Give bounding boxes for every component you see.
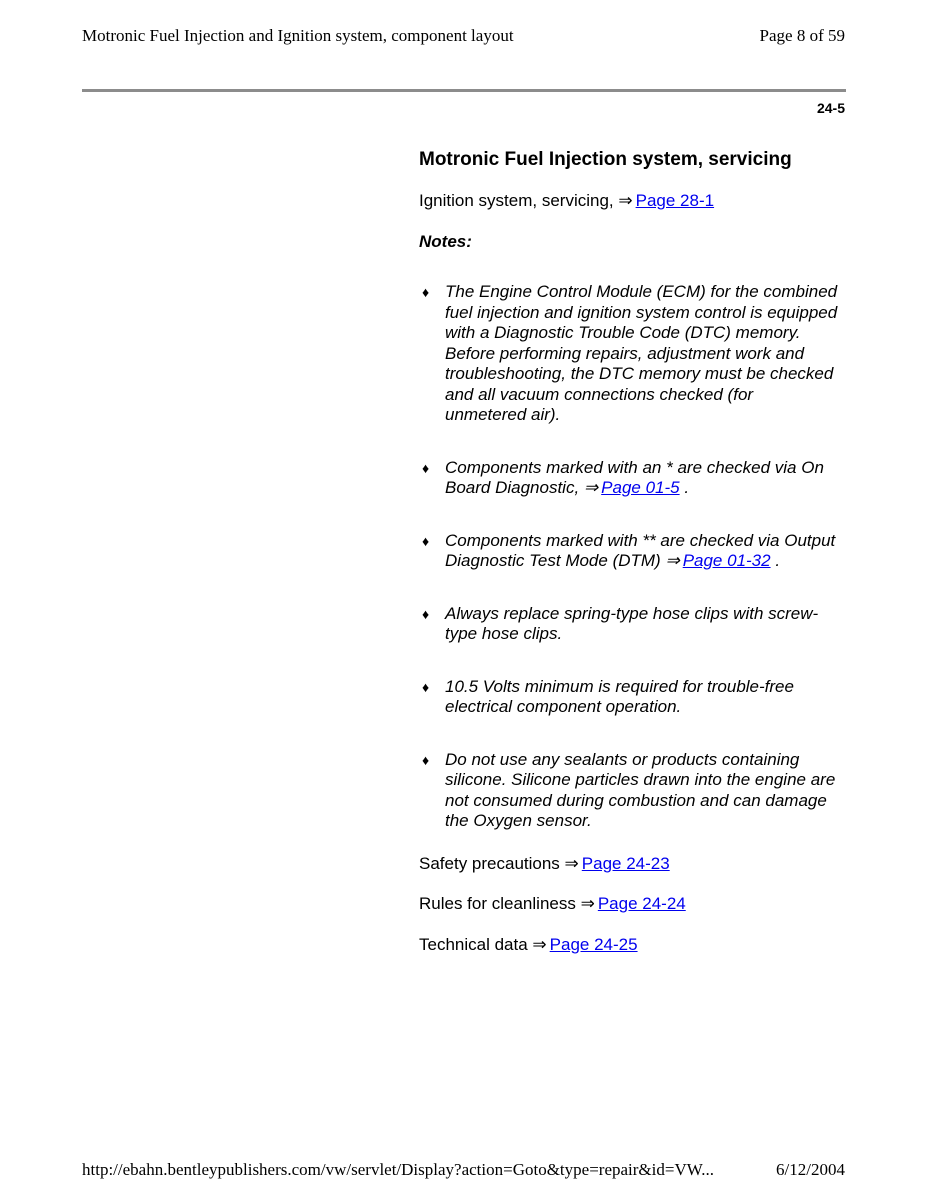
note-item [419, 531, 839, 572]
note-item [419, 677, 839, 718]
notes-list [419, 282, 839, 832]
note-item [419, 750, 839, 832]
arrow-icon: ⇒ [583, 478, 599, 497]
note-text: Do not use any sealants or products containing silicone. Silicone particles drawn into the engine are not consumed during combustion and can damage the Oxygen sensor. [445, 749, 836, 830]
header-divider [82, 89, 846, 92]
note-suffix: . [679, 478, 690, 497]
note-text: 10.5 Volts minimum is required for trouble-free electrical component operation. [445, 676, 794, 716]
diamond-bullet-icon: ♦ [422, 751, 430, 768]
arrow-icon: ⇒ [580, 894, 595, 913]
arrow-icon: ⇒ [665, 551, 680, 570]
diamond-bullet-icon: ♦ [422, 284, 430, 300]
diamond-bullet-icon: ♦ [422, 678, 430, 695]
diamond-bullet-icon: ♦ [422, 459, 430, 476]
note-text: Components marked with ** are checked via Output Diagnostic Test Mode (DTM) [445, 530, 836, 570]
arrow-icon: ⇒ [532, 934, 547, 954]
safety-reference [419, 854, 839, 875]
cleanliness-reference [419, 894, 839, 915]
main-content [419, 148, 839, 975]
technical-reference-text: Technical data [419, 934, 533, 954]
page-counter: Page 8 of 59 [759, 26, 845, 45]
note-item [419, 282, 839, 426]
section-title: Motronic Fuel Injection system, servicing [419, 149, 792, 170]
notes-heading: Notes: [419, 231, 472, 251]
technical-page-link[interactable]: Page 24-25 [549, 934, 638, 954]
diamond-bullet-icon: ♦ [422, 532, 430, 549]
ignition-page-link[interactable]: Page 28-1 [635, 191, 715, 210]
obd-page-link[interactable]: Page 01-5 [601, 478, 680, 497]
page-footer [82, 1160, 845, 1180]
cleanliness-reference-text: Rules for cleanliness [419, 894, 581, 913]
note-suffix: . [770, 551, 781, 570]
note-text: The Engine Control Module (ECM) for the combined fuel injection and ignition system control is equipped with a Diagnostic Trouble Code (DTC) memory. Before performing repairs, adjustment work and troubleshooting, the DTC memory must be checked and all vacuum connections checked (for unmetered air). [445, 282, 838, 424]
ignition-reference-text: Ignition system, servicing, [419, 191, 619, 210]
print-date: 6/12/2004 [776, 1160, 845, 1179]
note-text: Components marked with an * are checked via On Board Diagnostic, [445, 457, 824, 497]
arrow-icon: ⇒ [618, 191, 633, 210]
dtm-page-link[interactable]: Page 01-32 [682, 551, 771, 570]
arrow-icon: ⇒ [564, 853, 579, 873]
safety-page-link[interactable]: Page 24-23 [581, 853, 670, 873]
technical-reference [419, 935, 839, 956]
note-item [419, 604, 839, 645]
note-text: Always replace spring-type hose clips with screw-type hose clips. [445, 603, 819, 643]
source-url: http://ebahn.bentleypublishers.com/vw/servlet/Display?action=Goto&type=repair&id=VW... [82, 1160, 714, 1179]
diamond-bullet-icon: ♦ [422, 605, 430, 622]
section-number: 24-5 [816, 100, 845, 116]
ignition-reference [419, 191, 839, 212]
cleanliness-page-link[interactable]: Page 24-24 [597, 894, 686, 913]
note-item [419, 458, 839, 499]
document-title: Motronic Fuel Injection and Ignition system, component layout [82, 26, 514, 45]
page-header [82, 26, 845, 46]
safety-reference-text: Safety precautions [419, 853, 565, 873]
